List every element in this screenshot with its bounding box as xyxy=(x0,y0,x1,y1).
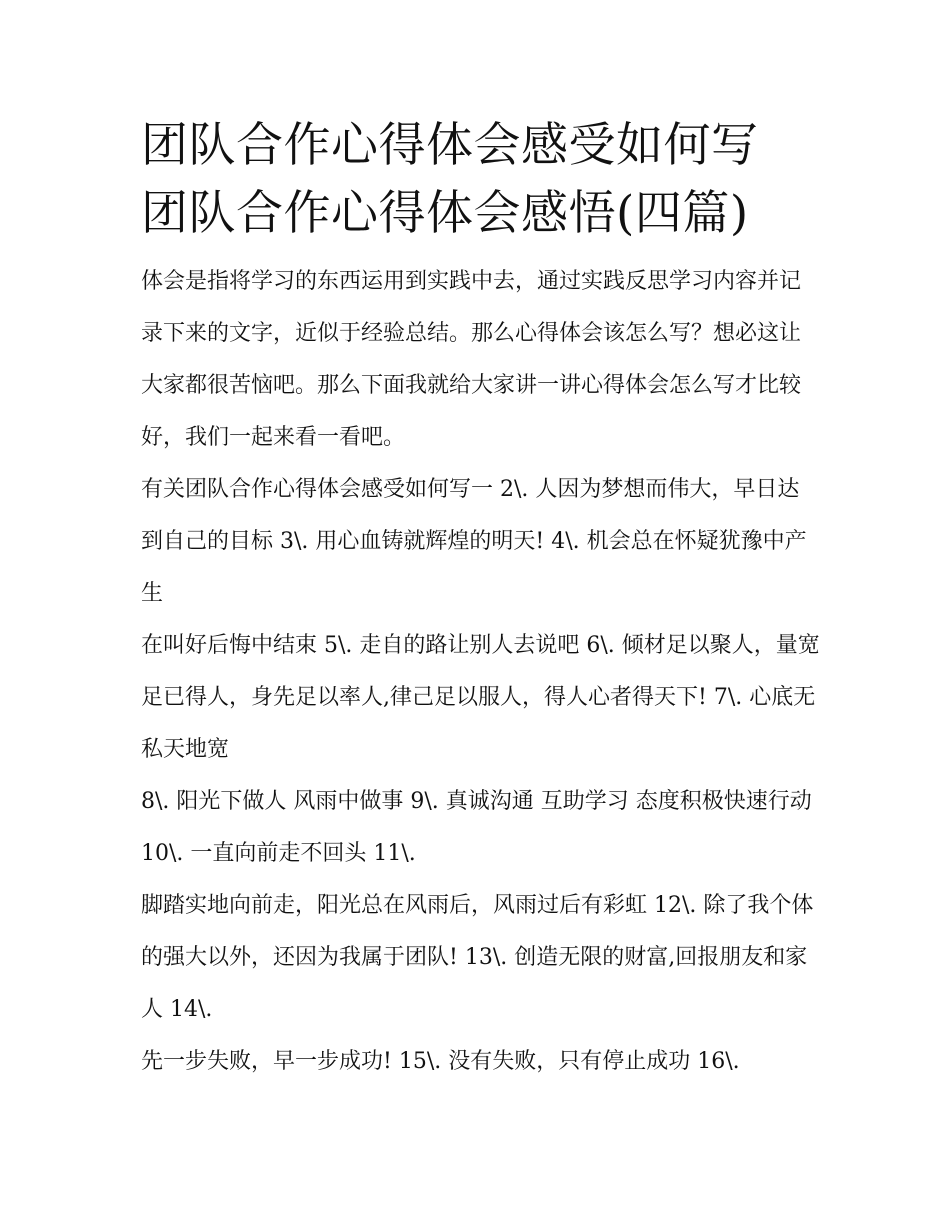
paragraph-6: 先一步失败，早一步成功! 15\. 没有失败，只有停止成功 16\. xyxy=(141,1049,740,1074)
paragraph-2: 有关团队合作心得体会感受如何写一 2\. 人因为梦想而伟大，早日达到自己的目标 3\. 用心血铸就辉煌的明天! 4\. 机会总在怀疑犹豫中产生 xyxy=(141,477,807,606)
paragraph-intro: 体会是指将学习的东西运用到实践中去，通过实践反思学习内容并记录下来的文字，近似于经验总结。那么心得体会该怎么写？想必这让大家都很苦恼吧。那么下面我就给大家讲一讲心得体会怎么写才比较好，我们一起来看一看吧。 xyxy=(141,269,802,450)
document-body xyxy=(141,256,821,1088)
title-line-1: 团队合作心得体会感受如何写 xyxy=(141,118,759,173)
paragraph-3: 在叫好后悔中结束 5\. 走自的路让别人去说吧 6\. 倾材足以聚人，量宽足已得人，身先足以率人,律己足以服人，得人心者得天下! 7\. 心底无私天地宽 xyxy=(141,633,820,762)
document-content xyxy=(141,112,821,1088)
paragraph-4: 8\. 阳光下做人 风雨中做事 9\. 真诚沟通 互助学习 态度积极快速行动 10\. 一直向前走不回头 11\. xyxy=(141,789,812,866)
document-title xyxy=(141,112,821,248)
title-line-2: 团队合作心得体会感悟(四篇) xyxy=(141,186,749,241)
paragraph-5: 脚踏实地向前走，阳光总在风雨后，风雨过后有彩虹 12\. 除了我个体的强大以外，还因为我属于团队! 13\. 创造无限的财富,回报朋友和家人 14\. xyxy=(141,893,814,1022)
